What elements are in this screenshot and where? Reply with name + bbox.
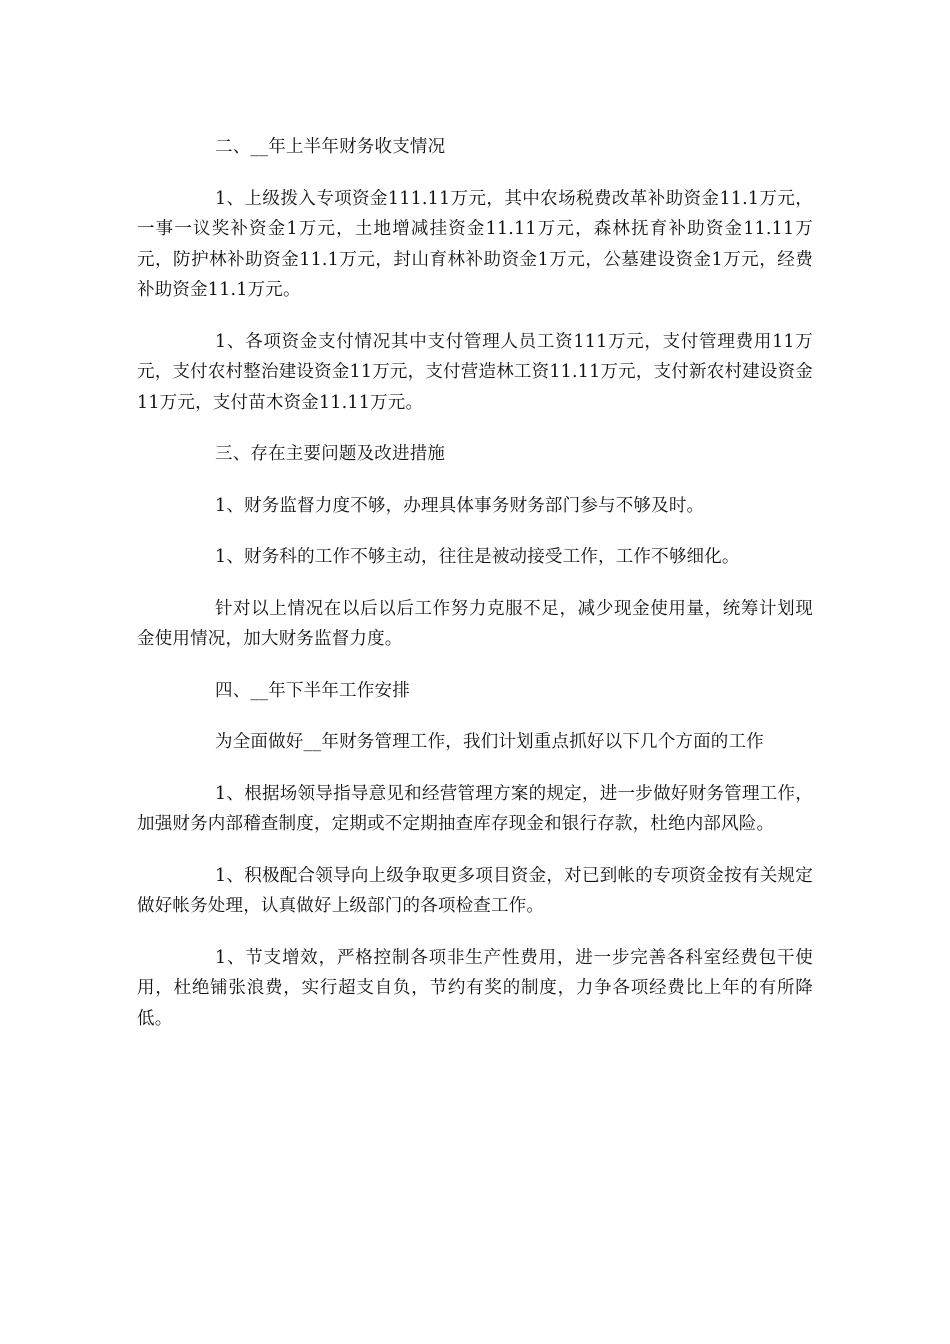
paragraph-plan-3: 1、节支增效，严格控制各项非生产性费用，进一步完善各科室经费包干使用，杜绝铺张浪费，实行超支自负，节约有奖的制度，力争各项经费比上年的有所降低。 bbox=[137, 947, 813, 1029]
paragraph-funds-received: 1、上级拨入专项资金111.11万元，其中农场税费改革补助资金11.1万元，一事一议奖补资金1万元，土地增减挂资金11.11万元，森林抚育补助资金11.11万元，防护林补助资金11.1万元，封山育林补助资金1万元，公墓建设资金1万元，经费补助资金11.1万元。 bbox=[137, 188, 813, 300]
section-heading-3: 三、存在主要问题及改进措施 bbox=[215, 444, 446, 464]
paragraph-plan-1: 1、根据场领导指导意见和经营管理方案的规定，进一步做好财务管理工作，加强财务内部稽查制度，定期或不定期抽查库存现金和银行存款，杜绝内部风险。 bbox=[137, 783, 813, 834]
paragraph-issue-2: 1、财务科的工作不够主动，往往是被动接受工作，工作不够细化。 bbox=[215, 547, 740, 567]
section-heading-2: 二、__年上半年财务收支情况 bbox=[215, 137, 446, 157]
paragraph-plan-intro: 为全面做好__年财务管理工作，我们计划重点抓好以下几个方面的工作 bbox=[215, 732, 764, 752]
paragraph-improvement: 针对以上情况在以后以后工作努力克服不足，减少现金使用量，统筹计划现金使用情况，加大财务监督力度。 bbox=[137, 598, 813, 649]
document-body bbox=[137, 132, 813, 1055]
paragraph-issue-1: 1、财务监督力度不够，办理具体事务财务部门参与不够及时。 bbox=[215, 495, 705, 516]
paragraph-funds-paid: 1、各项资金支付情况其中支付管理人员工资111万元，支付管理费用11万元，支付农村整治建设资金11万元，支付营造林工资11.11万元，支付新农村建设资金11万元，支付苗木资金11.11万元。 bbox=[137, 331, 813, 413]
paragraph-plan-2: 1、积极配合领导向上级争取更多项目资金，对已到帐的专项资金按有关规定做好帐务处理，认真做好上级部门的各项检查工作。 bbox=[137, 865, 813, 916]
section-heading-4: 四、__年下半年工作安排 bbox=[215, 680, 410, 701]
